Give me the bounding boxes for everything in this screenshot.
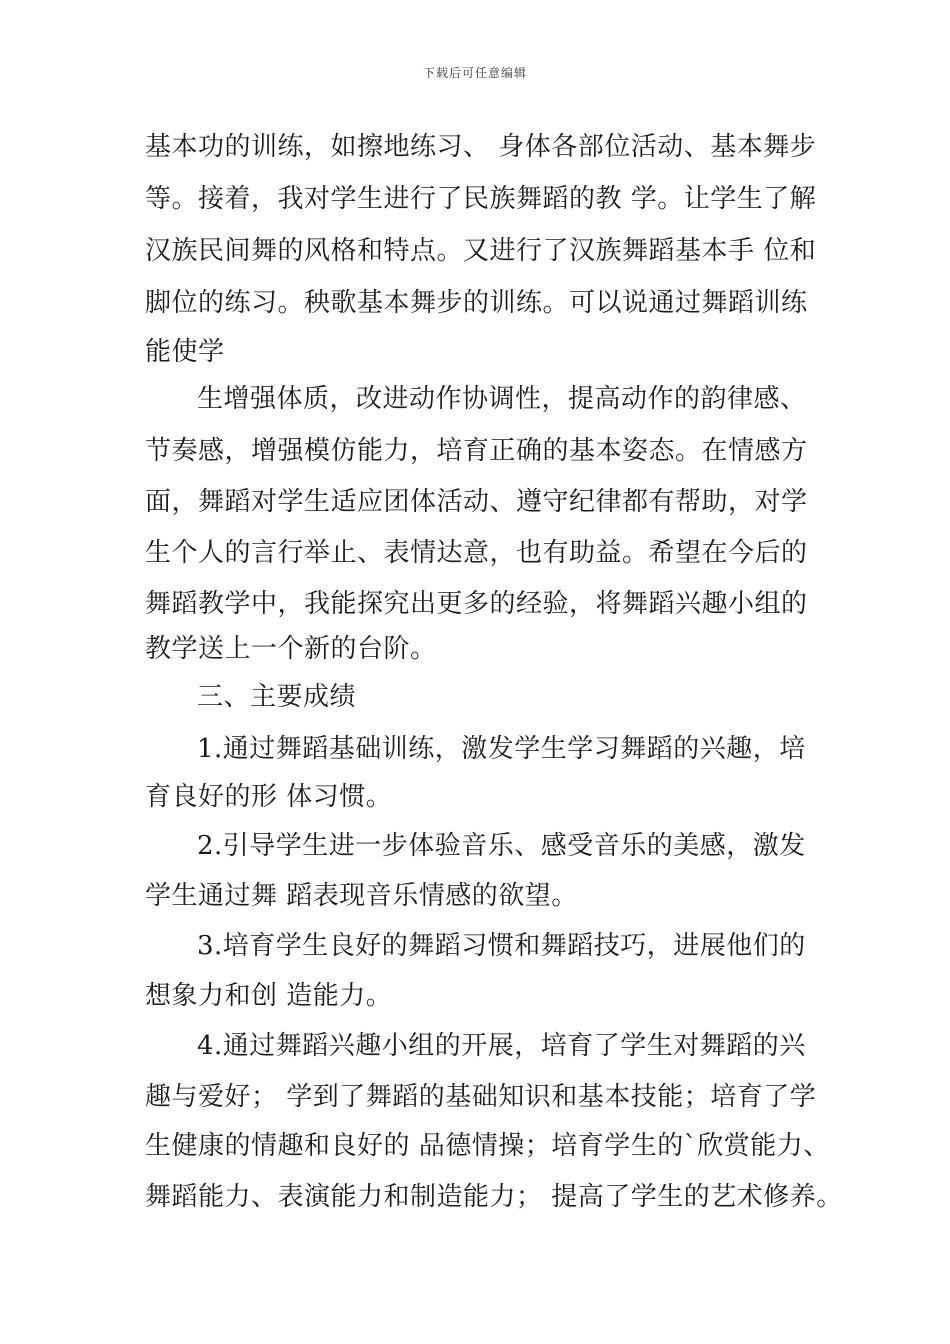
list-item-line: 2.引导学生进一步体验音乐、感受音乐的美感，激发 bbox=[197, 831, 806, 861]
list-item-line: 想象力和创 造能力。 bbox=[145, 981, 393, 1011]
paragraph-line: 教学送上一个新的台阶。 bbox=[145, 634, 437, 664]
list-item-line: 舞蹈能力、表演能力和制造能力； 提高了学生的艺术修养。 bbox=[145, 1182, 843, 1212]
list-item-line: 3.培育学生良好的舞蹈习惯和舞蹈技巧，进展他们的 bbox=[197, 931, 806, 961]
paragraph-line: 节奏感，增强模仿能力，培育正确的基本姿态。在情感方 bbox=[145, 436, 808, 466]
paragraph-line: 等。接着，我对学生进行了民族舞蹈的教 学。让学生了解 bbox=[145, 184, 817, 214]
list-item-line: 育良好的形 体习惯。 bbox=[145, 782, 393, 812]
list-item-line: 4.通过舞蹈兴趣小组的开展，培育了学生对舞蹈的兴 bbox=[197, 1031, 806, 1061]
paragraph-line: 脚位的练习。秧歌基本舞步的训练。可以说通过舞蹈训练 bbox=[145, 288, 808, 318]
list-item-line: 趣与爱好； 学到了舞蹈的基础知识和基本技能；培育了学 bbox=[145, 1082, 817, 1112]
list-item-line: 学生通过舞 蹈表现音乐情感的欲望。 bbox=[145, 881, 578, 911]
list-item-line: 生健康的情趣和良好的 品德情操；培育学生的`欣赏能力、 bbox=[145, 1131, 830, 1161]
paragraph-line: 基本功的训练，如擦地练习、 身体各部位活动、基本舞步 bbox=[145, 132, 817, 162]
paragraph-line: 舞蹈教学中，我能探究出更多的经验，将舞蹈兴趣小组的 bbox=[145, 589, 808, 619]
paragraph-line: 面，舞蹈对学生适应团体活动、遵守纪律都有帮助，对学 bbox=[145, 487, 808, 517]
paragraph-line: 能使学 bbox=[145, 337, 225, 367]
page-header-note: 下载后可任意编辑 bbox=[422, 66, 527, 80]
section-heading: 三、主要成绩 bbox=[197, 682, 357, 712]
list-item-line: 1.通过舞蹈基础训练，激发学生学习舞蹈的兴趣，培 bbox=[197, 734, 806, 764]
paragraph-line: 生增强体质，改进动作协调性，提高动作的韵律感、 bbox=[197, 384, 807, 414]
paragraph-line: 汉族民间舞的风格和特点。又进行了汉族舞蹈基本手 位和 bbox=[145, 236, 817, 266]
paragraph-line: 生个人的言行举止、表情达意，也有助益。希望在今后的 bbox=[145, 538, 808, 568]
